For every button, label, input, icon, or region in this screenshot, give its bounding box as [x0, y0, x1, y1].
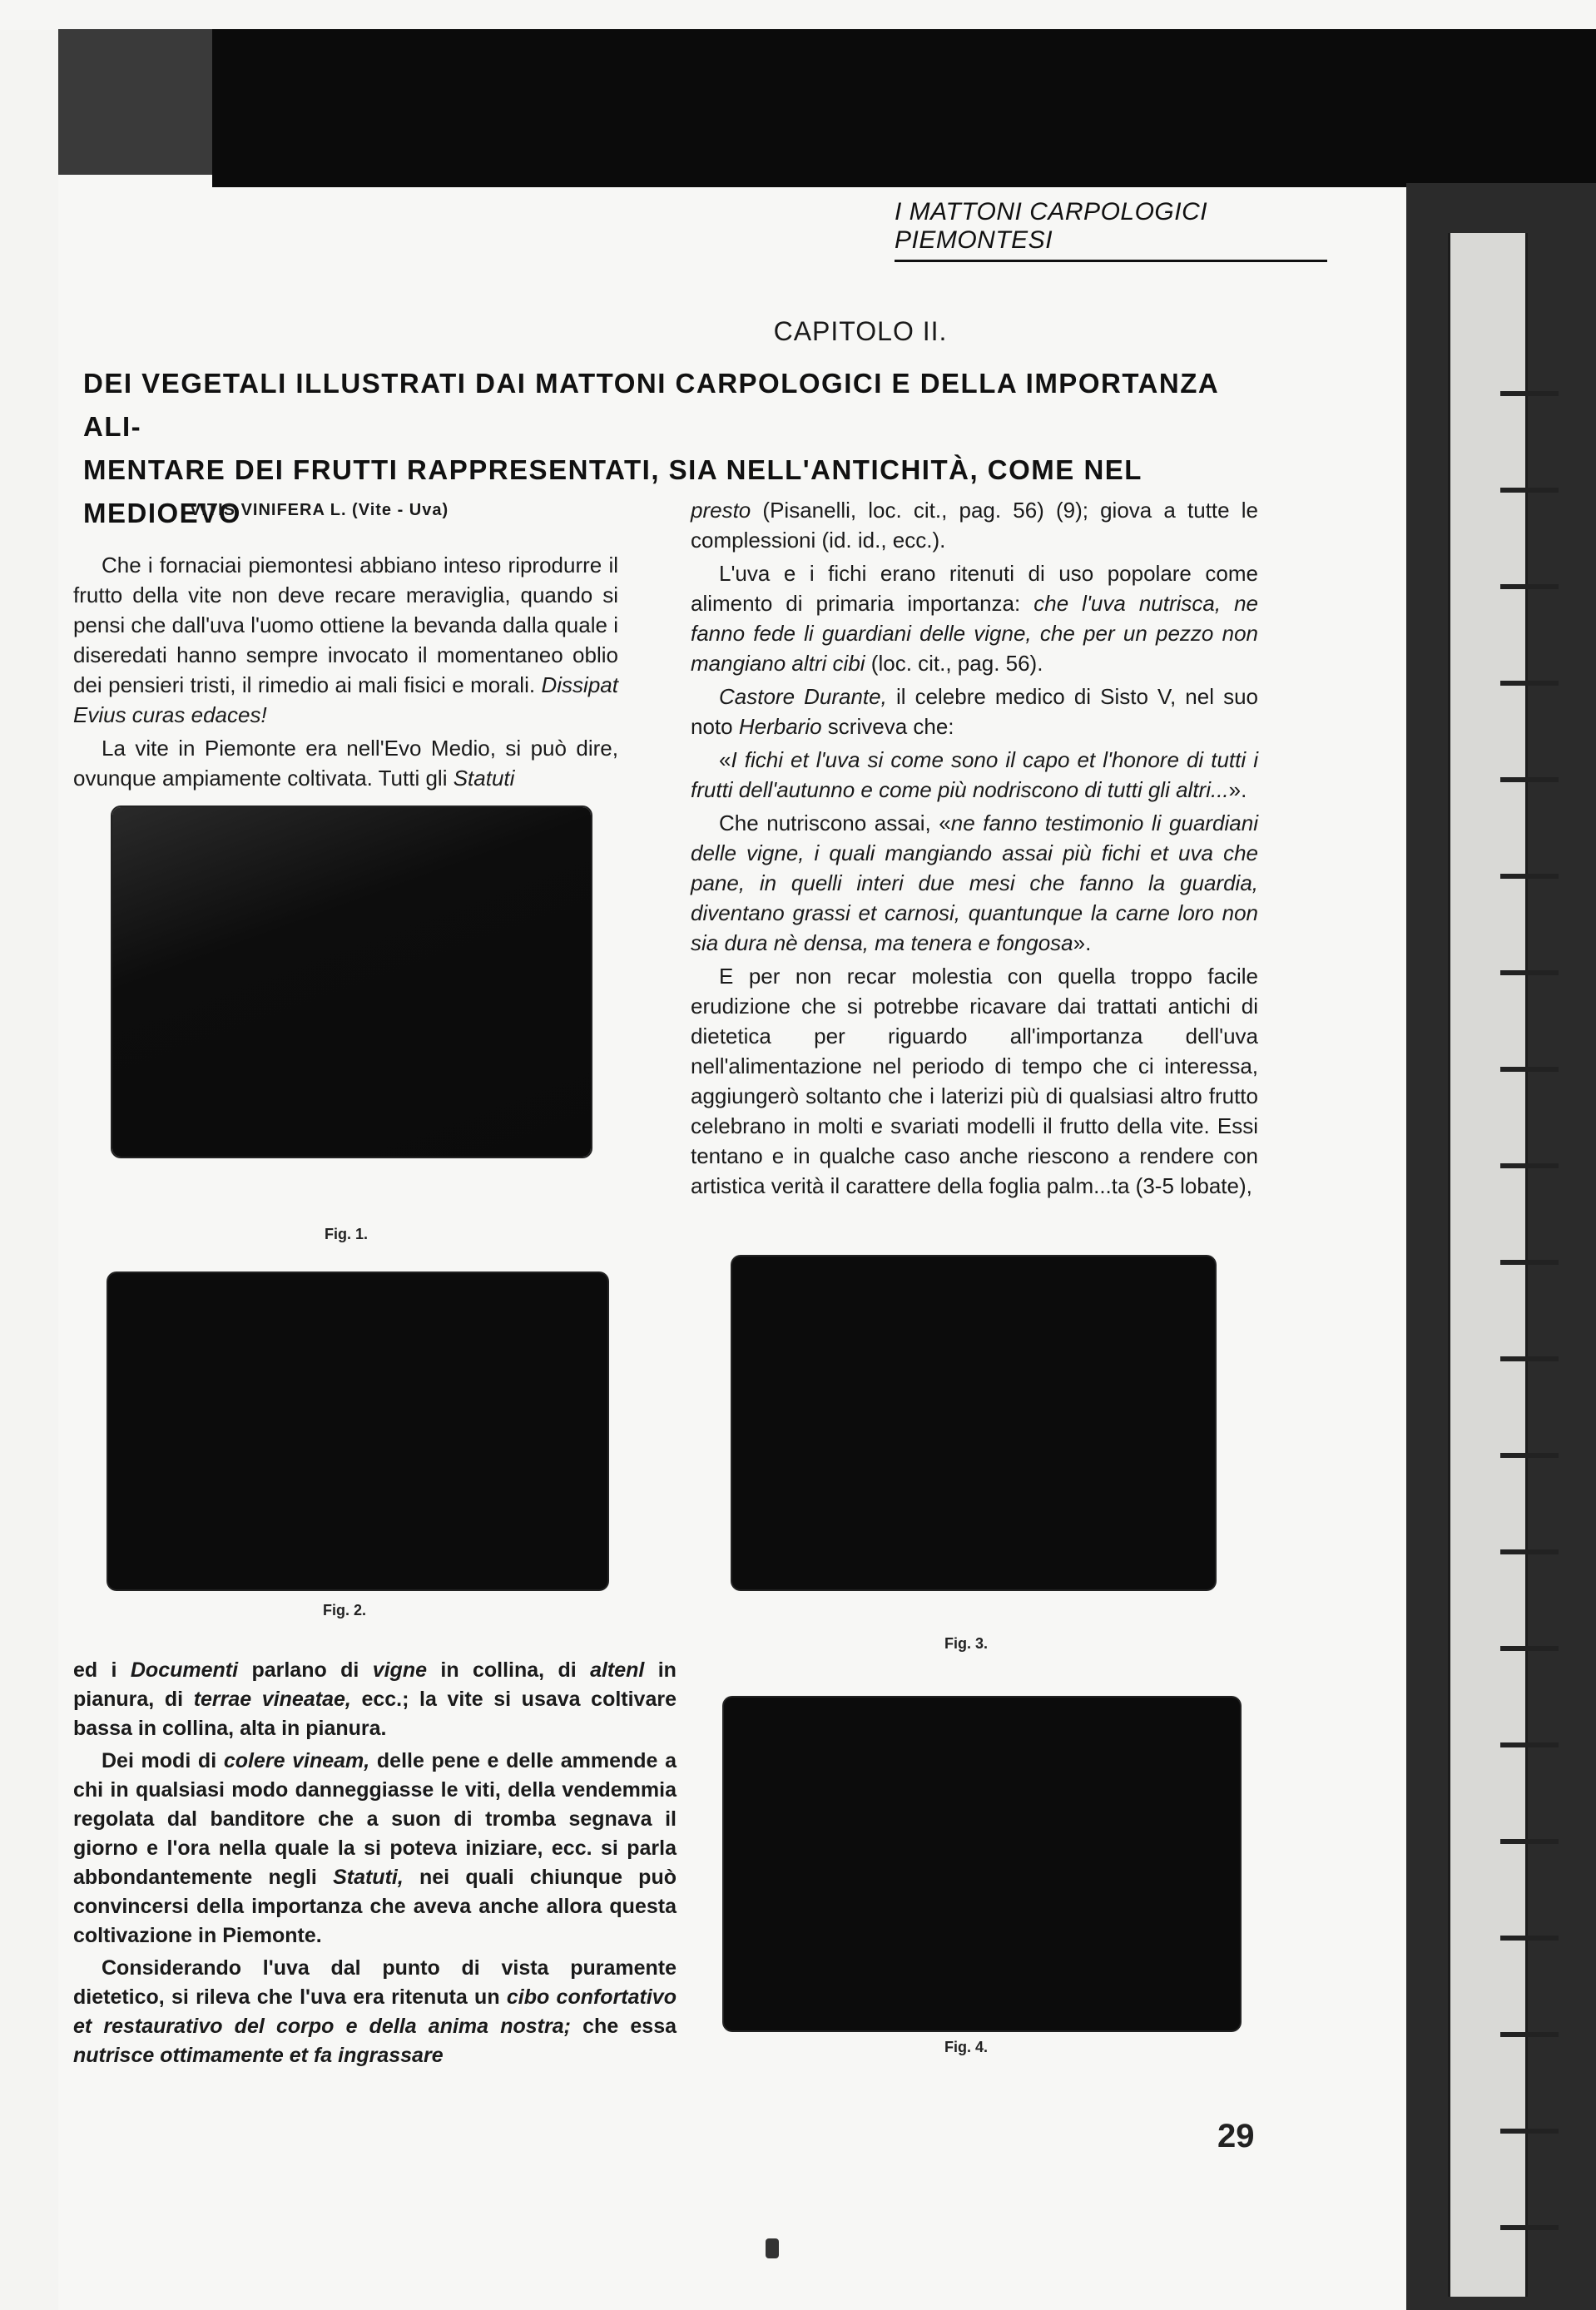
paragraph: [691, 808, 1258, 958]
figure-3-caption: Fig. 3.: [944, 1635, 989, 1652]
scan-right-edge: [1406, 183, 1596, 2310]
scan-shadow: [58, 29, 216, 175]
figure-4-photo: [724, 1698, 1240, 2030]
chapter-title-line-1: DEI VEGETALI ILLUSTRATI DAI MATTONI CARPOLOGICI E DELLA IMPORTANZA ALI-: [83, 368, 1218, 442]
text: in collina, di: [440, 1658, 577, 1682]
text: E per non recar molestia con quella troppo facile erudizione che si potrebbe ricavare dai trattati antichi di dietetica per riguardo all'importanza dell'uva nell'alimentazione nel periodo di tempo che ci interessa, aggiungerò soltanto che i laterizi più di qualsiasi altro frutto celebrano in molti e svariati modelli il frutto della vite. Essi tentano e in qualche caso anche riescono a rendere con artistica verità il carattere della foglia palm...ta (3-5 lobate),: [691, 964, 1258, 1198]
text: delle pene e delle ammende a chi in qualsiasi modo danneggiasse le viti, della vendemmia regolata dal banditore che a suon di tromba segnava il giorno e l'ora nella quale la si poteva iniziare, ecc. si parla abbondantemente negli: [73, 1749, 677, 1889]
text: che essa: [582, 2015, 677, 2038]
chapter-label: CAPITOLO II.: [773, 316, 948, 346]
italic-quote: nutrisce ottimamente et fa ingrassare: [73, 2044, 444, 2067]
text: ecc.; la vite si usava coltivare bassa in collina, alta in pianura.: [73, 1688, 677, 1740]
text: Dei modi di: [102, 1749, 217, 1772]
text: Che nutriscono assai, «: [719, 810, 951, 835]
figure-2-caption: Fig. 2.: [323, 1602, 367, 1618]
italic-term: presto: [691, 498, 751, 523]
italic-term: Statuti: [453, 766, 515, 791]
scan-ruler-ticks: [1500, 300, 1559, 2297]
text: La vite in Piemonte era nell'Evo Medio, si può dire, ovunque ampiamente coltivata. Tutti gli: [73, 736, 618, 791]
chapter-heading: [0, 316, 1596, 347]
italic-quote: che l'uva nutrisca, ne fanno fede li guardiani delle vigne, che per un pezzo non mangiano altri cibi: [691, 591, 1258, 676]
paragraph: [691, 495, 1258, 555]
page-number: 29: [1217, 2118, 1255, 2154]
scan-black-band: [212, 29, 1596, 187]
right-column-top: [691, 495, 1258, 1204]
italic-term: Statuti,: [333, 1866, 404, 1889]
italic-quote: Dissipat Evius curas edaces!: [73, 672, 618, 727]
text: il celebre medico di Sisto V, nel suo noto: [691, 684, 1258, 739]
paragraph: [691, 745, 1258, 805]
figure-2-photo: [108, 1273, 607, 1589]
text: in pianura, di: [73, 1658, 677, 1711]
text: ed i: [73, 1658, 117, 1682]
text: L'uva e i fichi erano ritenuti di uso popolare come alimento di primaria importanza:: [691, 561, 1258, 616]
scan-top-margin: [0, 0, 1596, 30]
paragraph: [691, 961, 1258, 1201]
italic-term: altenl: [590, 1658, 645, 1682]
chapter-title-line-2: MENTARE DEI FRUTTI RAPPRESENTATI, SIA NELL'ANTICHITÀ, COME NEL MEDIOEVO: [83, 454, 1142, 528]
paragraph: [73, 550, 618, 730]
text: scriveva che:: [827, 714, 954, 739]
text: ».: [1228, 777, 1247, 802]
text: nei quali chiunque può convincersi della importanza che aveva anche allora questa coltivazione in Piemonte.: [73, 1866, 677, 1947]
paragraph: [73, 733, 618, 793]
italic-name: Castore Durante,: [719, 684, 887, 709]
paragraph: [73, 1954, 677, 2070]
italic-quote: ne fanno testimonio li guardiani delle vigne, i quali mangiando assai più fichi et uva che pane, in quelli interi due mesi che fanno la guardia, diventano grassi et carnosi, quantunque la carne loro non sia dura nè densa, ma tenera e fongosa: [691, 810, 1258, 955]
text: «: [719, 747, 731, 772]
paragraph: [73, 1656, 677, 1743]
running-head: I MATTONI CARPOLOGICI PIEMONTESI: [895, 198, 1327, 262]
text: (loc. cit., pag. 56).: [870, 651, 1043, 676]
figure-1-caption: Fig. 1.: [325, 1226, 369, 1242]
text: ».: [1073, 930, 1092, 955]
left-column-bottom: [73, 1656, 677, 2074]
left-column-top: [73, 495, 618, 796]
italic-quote: I fichi et l'uva si come sono il capo et l'honore di tutti i frutti dell'autunno e come più nodriscono di tutti gli altri...: [691, 747, 1258, 802]
paragraph: [73, 1747, 677, 1951]
scan-mark: [766, 2238, 779, 2258]
text: parlano di: [251, 1658, 359, 1682]
section-subhead: VITIS VINIFERA L. (Vite - Uva): [190, 501, 449, 519]
figure-4-caption: Fig. 4.: [944, 2039, 989, 2055]
figure-3-photo: [732, 1257, 1215, 1589]
figure-1-photo: [112, 807, 591, 1157]
italic-term: colere vineam,: [223, 1749, 370, 1772]
scan-ruler: [1448, 233, 1528, 2297]
text: (Pisanelli, loc. cit., pag. 56) (9); giova a tutte le complessioni (id. id., ecc.).: [691, 498, 1258, 553]
italic-term: Documenti: [130, 1658, 239, 1682]
text: Considerando l'uva dal punto di vista puramente dietetico, si rileva che l'uva era ritenuta un: [73, 1956, 677, 2009]
paragraph: [691, 558, 1258, 678]
text: Che i fornaciai piemontesi abbiano inteso riprodurre il frutto della vite non deve recare meraviglia, quando si pensi che dall'uva l'uomo ottiene la bevanda dalla quale i diseredati hanno sempre invocato il momentaneo oblio dei pensieri tristi, il rimedio ai mali fisici e morali.: [73, 553, 618, 697]
italic-quote: cibo confortativo et restaurativo del corpo e della anima nostra;: [73, 1985, 677, 2038]
italic-term: vigne: [372, 1658, 427, 1682]
italic-term: terrae vineatae,: [193, 1688, 351, 1711]
italic-title: Herbario: [738, 714, 822, 739]
paragraph: [691, 682, 1258, 741]
